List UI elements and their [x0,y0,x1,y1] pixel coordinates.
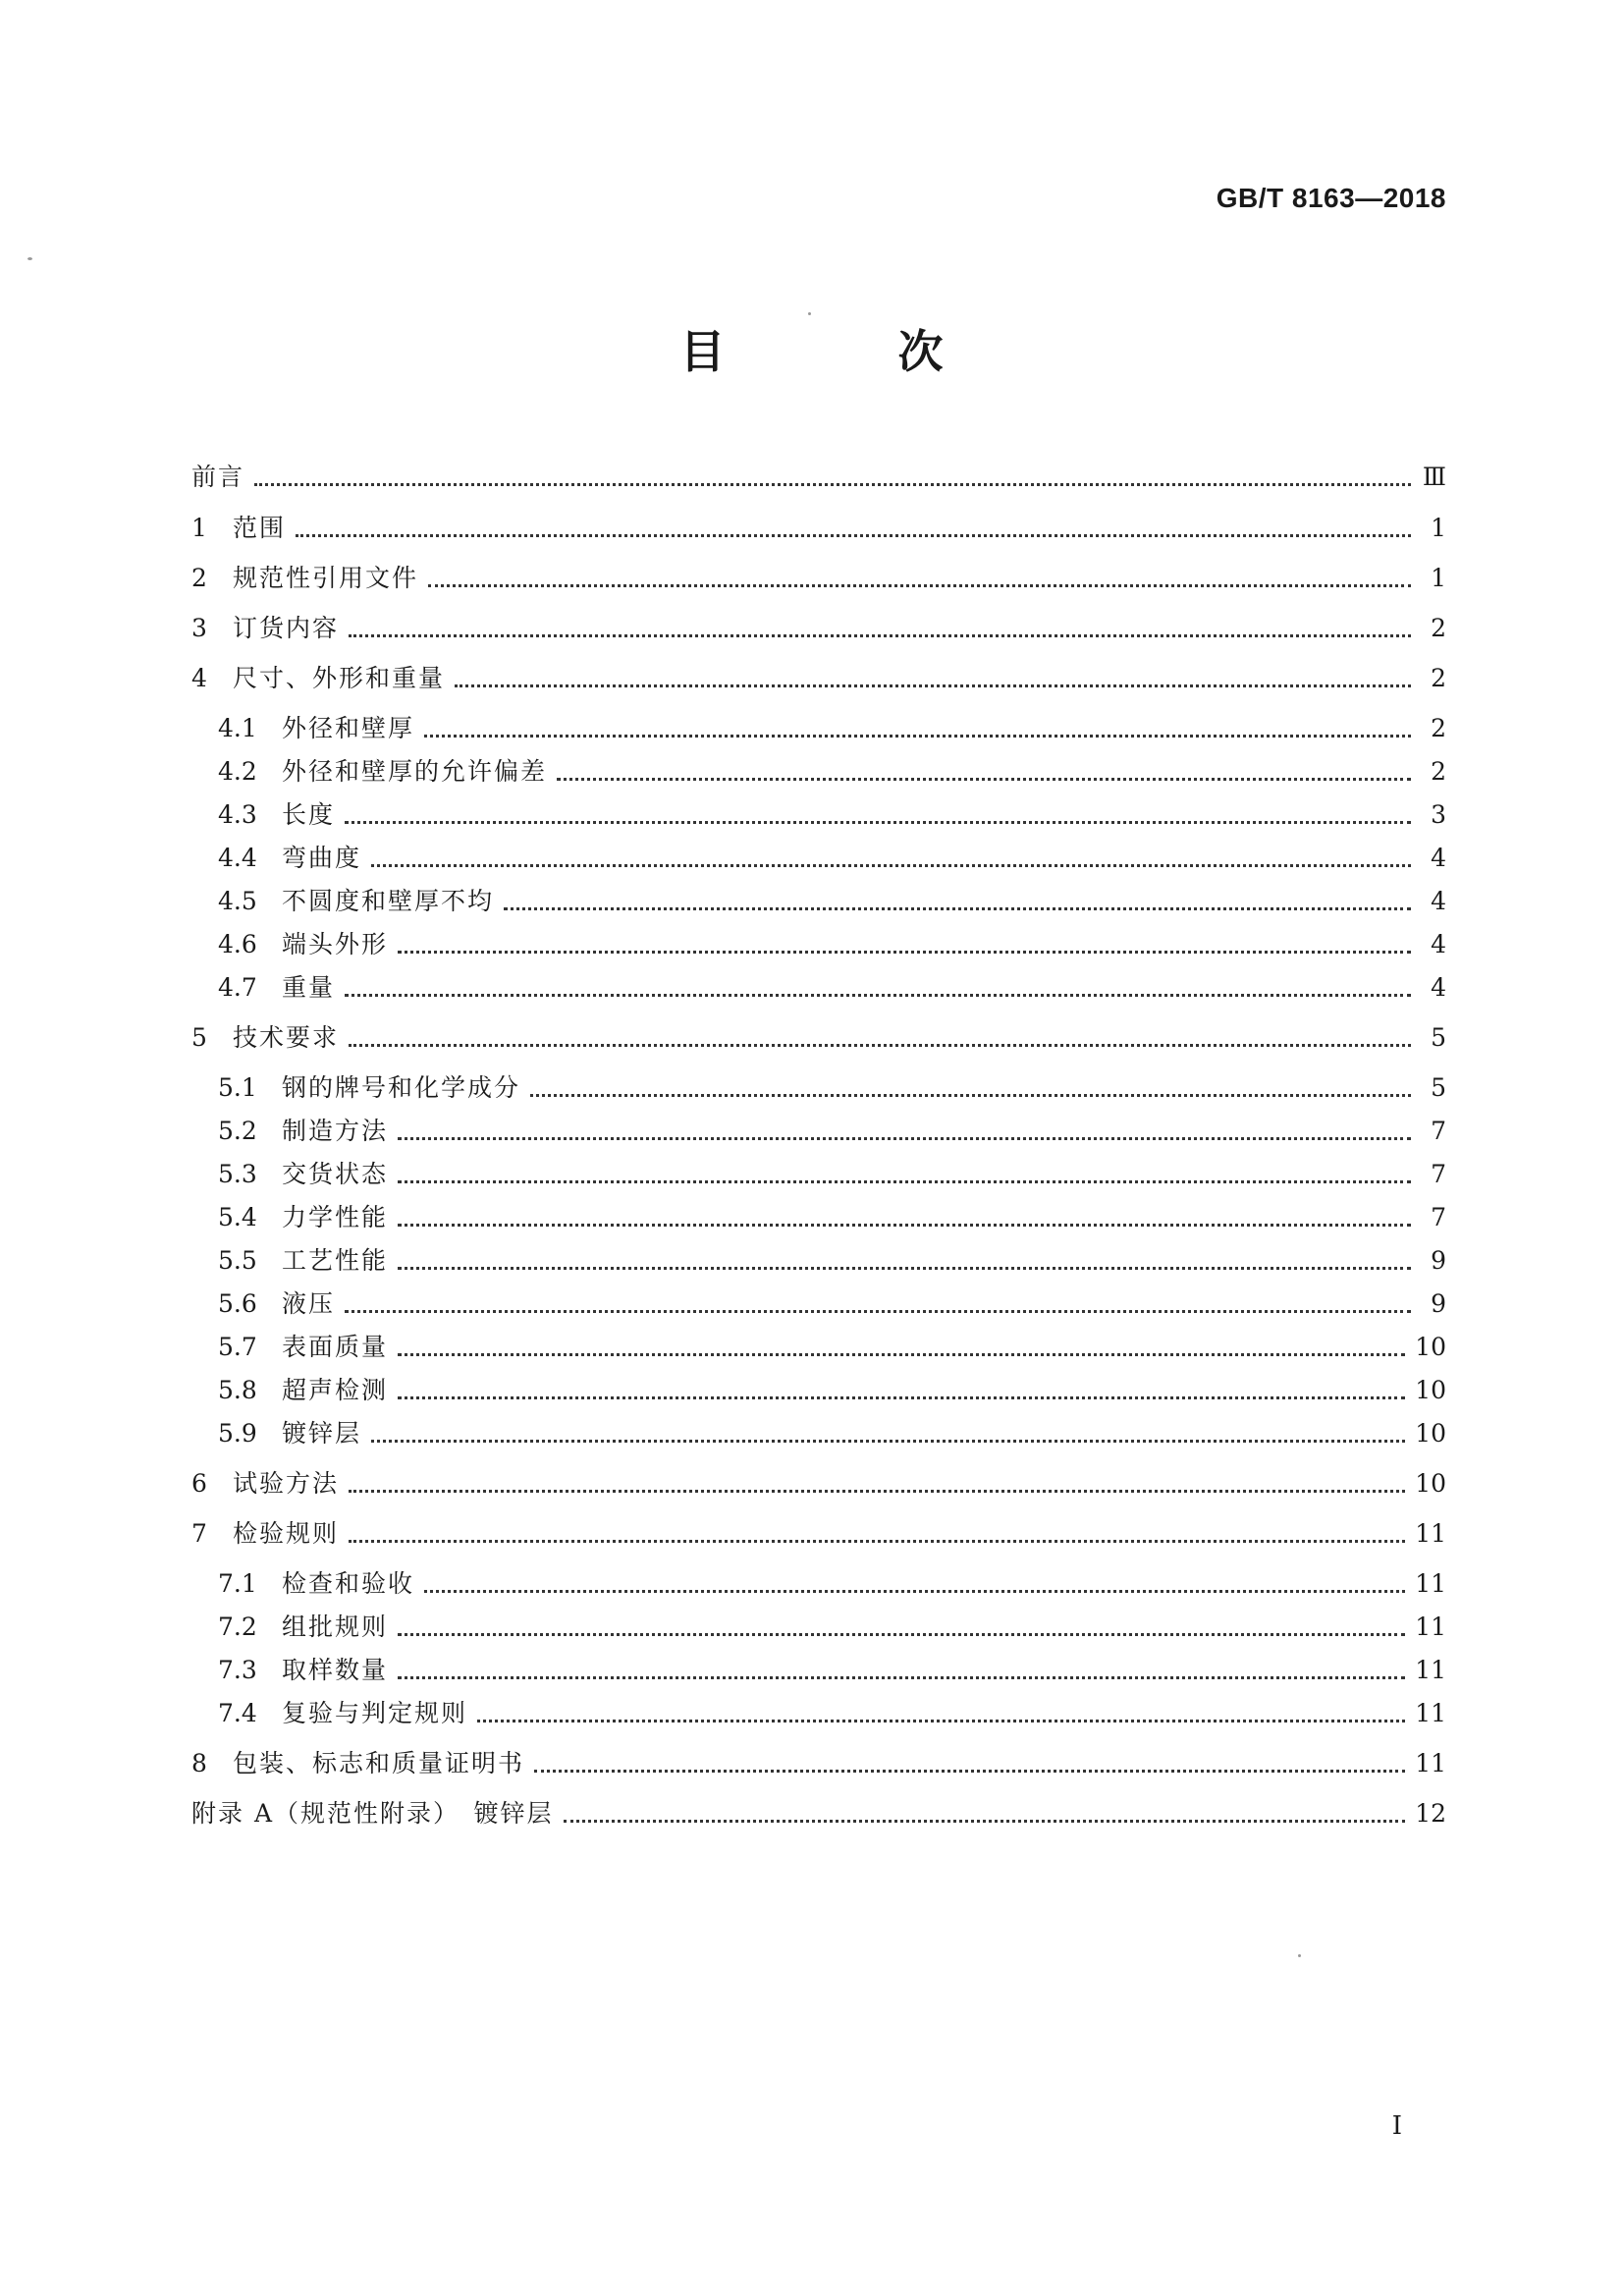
toc-entry-label: 尺寸、外形和重量 [233,664,446,692]
toc-entry-page: 10 [1415,1469,1446,1498]
toc-entry-page: 2 [1431,714,1446,742]
dot-leader [398,1396,1405,1399]
toc-entry-page: 2 [1431,614,1446,642]
toc-entry-page: 2 [1431,664,1446,692]
toc-entry-page: 4 [1431,887,1446,915]
toc-entry-label: 重量 [282,973,336,1002]
toc-entry-number: 4.7 [218,973,257,1002]
toc-entry[interactable] [191,1796,1446,1831]
toc-entry[interactable] [191,460,1446,495]
toc-entry-label: 试验方法 [233,1469,340,1498]
dot-leader [349,634,1411,637]
toc-entry-page: 11 [1415,1749,1446,1777]
toc-entry-number: 4.6 [218,930,257,958]
toc-entry-page: 11 [1415,1656,1446,1684]
toc-entry-number: 5.9 [218,1419,257,1448]
toc-entry[interactable] [191,1330,1446,1365]
dot-leader [564,1820,1406,1823]
toc-entry-label: 复验与判定规则 [282,1699,468,1727]
dot-leader [398,1180,1411,1183]
toc-entry-label: 检查和验收 [282,1569,415,1598]
toc-entry-label: 外径和壁厚 [282,714,415,742]
toc-entry-label: 长度 [282,800,336,829]
toc-entry[interactable] [191,711,1446,746]
toc-entry-number: 4.5 [218,887,257,915]
toc-entry[interactable] [191,797,1446,833]
toc-entry-number: 5 [191,1023,207,1052]
toc-entry-number: 4.4 [218,844,257,872]
toc-entry-page: 11 [1415,1519,1446,1548]
dot-leader [398,1137,1411,1140]
toc-entry-label: 订货内容 [233,614,340,642]
toc-entry-label: 包装、标志和质量证明书 [233,1749,525,1777]
toc-entry-page: 12 [1415,1799,1446,1828]
toc-entry-page: 10 [1415,1419,1446,1448]
toc-entry-page: 1 [1431,564,1446,592]
toc-entry-page: 10 [1415,1376,1446,1404]
toc-entry-page: 9 [1431,1289,1446,1318]
dot-leader [424,735,1411,738]
dot-leader [371,864,1411,867]
toc-entry-label: 范围 [233,514,287,542]
toc-entry-number: 7.3 [218,1656,257,1684]
page-title: 目 次 [679,325,1022,378]
toc-entry[interactable] [191,884,1446,919]
toc-entry[interactable] [191,1746,1446,1781]
dot-leader [557,778,1411,781]
toc-entry-number: 5.2 [218,1117,257,1145]
toc-entry-page: 7 [1431,1117,1446,1145]
toc-entry-number: 7.4 [218,1699,257,1727]
toc-entry-label: 镀锌层 [282,1419,362,1448]
dot-leader [345,1310,1411,1313]
toc-entry-label: 取样数量 [282,1656,389,1684]
dot-leader [398,1267,1411,1270]
toc-entry-page: 11 [1415,1569,1446,1598]
page-number: I [1391,2111,1402,2141]
toc-entry-number: 5.8 [218,1376,257,1404]
dot-leader [530,1094,1411,1097]
toc-entry-page: 2 [1431,757,1446,786]
dot-leader [534,1770,1405,1773]
toc-entry-page: 7 [1431,1160,1446,1188]
standard-code: GB/T 8163—2018 [1216,183,1446,213]
toc-entry-number: 5.5 [218,1246,257,1275]
toc-entry-number: 5.7 [218,1333,257,1361]
toc-entry[interactable] [191,1200,1446,1235]
toc-entry[interactable] [191,1243,1446,1279]
toc-entry[interactable] [191,1286,1446,1322]
toc-entry[interactable] [191,1020,1446,1056]
toc-entry[interactable] [191,1114,1446,1149]
toc-entry-label: 检验规则 [233,1519,340,1548]
toc-entry[interactable] [191,511,1446,546]
toc-entry-page: 3 [1431,800,1446,829]
toc-entry-number: 4.3 [218,800,257,829]
toc-entry[interactable] [191,841,1446,876]
toc-entry-label: 规范性引用文件 [233,564,419,592]
toc-entry-page: 5 [1431,1073,1446,1102]
toc-entry-page: 11 [1415,1699,1446,1727]
dot-leader [349,1044,1411,1047]
toc-entry-label: 技术要求 [233,1023,340,1052]
dot-leader [371,1440,1405,1443]
toc-entry-number: 5.1 [218,1073,257,1102]
scan-speck [27,257,32,260]
toc-entry[interactable] [191,1566,1446,1602]
dot-leader [455,684,1411,687]
toc-entry[interactable] [191,1373,1446,1408]
dot-leader [398,1676,1405,1679]
toc-entry-label: 力学性能 [282,1203,389,1231]
toc-entry-label: 表面质量 [282,1333,389,1361]
dot-leader [424,1590,1405,1593]
toc-entry-page: 10 [1415,1333,1446,1361]
toc-entry-page: 11 [1415,1613,1446,1641]
toc-entry-page: 4 [1431,973,1446,1002]
dot-leader [477,1720,1405,1722]
toc-entry-number: 4.2 [218,757,257,786]
toc-entry-label: 交货状态 [282,1160,389,1188]
toc-entry-label: 不圆度和壁厚不均 [282,887,495,915]
toc-entry-number: 7.2 [218,1613,257,1641]
toc-entry-number: 5.4 [218,1203,257,1231]
toc-entry[interactable] [191,561,1446,596]
toc-entry-number: 4.1 [218,714,257,742]
toc-entry-label: 钢的牌号和化学成分 [282,1073,521,1102]
dot-leader [349,1490,1405,1493]
dot-leader [504,907,1411,910]
toc-entry-page: 1 [1431,514,1446,542]
dot-leader [398,951,1411,954]
toc-entry-page: Ⅲ [1422,463,1446,491]
toc-entry-number: 5.6 [218,1289,257,1318]
toc-entry[interactable] [191,1696,1446,1731]
scan-speck [808,312,811,315]
dot-leader [345,994,1411,997]
toc-entry-page: 5 [1431,1023,1446,1052]
toc-entry-number: 5.3 [218,1160,257,1188]
dot-leader [398,1633,1405,1636]
toc-entry-page: 4 [1431,844,1446,872]
toc-entry-page: 4 [1431,930,1446,958]
dot-leader [398,1353,1405,1356]
toc-entry-label: 制造方法 [282,1117,389,1145]
toc-entry[interactable] [191,970,1446,1006]
toc-entry-page: 9 [1431,1246,1446,1275]
toc-entry[interactable] [191,1466,1446,1502]
toc-entry-number: 7 [191,1519,207,1548]
toc-entry-number: 4 [191,664,207,692]
toc-entry[interactable] [191,1653,1446,1688]
toc-entry-number: 3 [191,614,207,642]
toc-entry-number: 2 [191,564,207,592]
toc-entry[interactable] [191,1416,1446,1451]
toc-entry[interactable] [191,1610,1446,1645]
toc-entry-number: 6 [191,1469,207,1498]
toc-entry-label: 超声检测 [282,1376,389,1404]
toc-entry-label: 弯曲度 [282,844,362,872]
toc-entry[interactable] [191,1157,1446,1192]
toc-entry[interactable] [191,1516,1446,1552]
toc-entry-label: 组批规则 [282,1613,389,1641]
toc-entry[interactable] [191,611,1446,646]
scan-speck [1298,1954,1301,1957]
toc-entry-label: 外径和壁厚的允许偏差 [282,757,548,786]
dot-leader [428,584,1411,587]
toc-entry-label: 液压 [282,1289,336,1318]
toc-entry-label: 前言 [191,463,245,491]
toc-entry[interactable] [191,1070,1446,1106]
dot-leader [349,1540,1405,1543]
toc-entry-number: 8 [191,1749,207,1777]
toc-entry[interactable] [191,927,1446,962]
dot-leader [345,821,1411,824]
dot-leader [296,534,1411,537]
toc-entry-label: 附录 A（规范性附录） 镀锌层 [191,1799,554,1828]
dot-leader [398,1224,1411,1227]
toc-entry-label: 端头外形 [282,930,389,958]
toc-entry[interactable] [191,661,1446,696]
toc-entry-label: 工艺性能 [282,1246,389,1275]
toc-entry-number: 1 [191,514,207,542]
toc-entry-number: 7.1 [218,1569,257,1598]
dot-leader [254,483,1411,486]
toc-entry-page: 7 [1431,1203,1446,1231]
toc-entry[interactable] [191,754,1446,790]
